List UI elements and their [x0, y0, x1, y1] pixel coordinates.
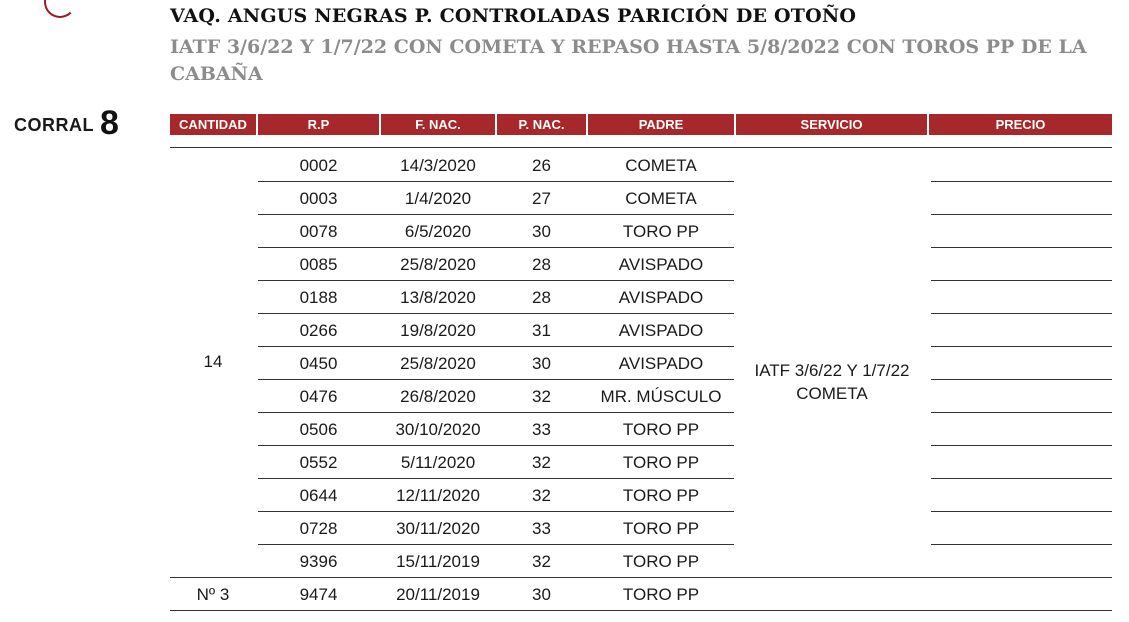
corral-number: 8 — [100, 104, 119, 142]
header-padre: PADRE — [588, 114, 734, 135]
precio-write-line — [931, 511, 1112, 512]
precio-write-line — [931, 181, 1112, 182]
cell-padre: AVISPADO — [618, 354, 704, 373]
cell-rp: 0003 — [299, 189, 338, 208]
cell-fnac: 5/11/2020 — [400, 453, 476, 472]
cell-rp: 9396 — [299, 552, 338, 571]
cell-padre: TORO PP — [622, 552, 700, 571]
cell-padre: COMETA — [625, 189, 697, 208]
cell-rp: 0476 — [299, 387, 338, 406]
header-servicio: SERVICIO — [736, 114, 927, 135]
cell-pnac: 28 — [532, 288, 551, 307]
cell-pnac: 32 — [532, 387, 551, 406]
cell-fnac: 25/8/2020 — [400, 255, 476, 274]
precio-write-line — [931, 544, 1112, 545]
cell-pnac: 31 — [532, 321, 551, 340]
precio-write-line — [931, 412, 1112, 413]
cell-pnac: 33 — [532, 420, 551, 439]
cell-pnac: 32 — [532, 486, 551, 505]
precio-write-line — [931, 478, 1112, 479]
cell-cantidad: Nº 3 — [196, 585, 230, 604]
cell-rp: 0085 — [299, 255, 338, 274]
page-title: VAQ. ANGUS NEGRAS P. CONTROLADAS PARICIÓN DE OTOÑO — [170, 5, 857, 27]
header-pnac: P. NAC. — [497, 114, 586, 135]
precio-write-line — [931, 247, 1112, 248]
cell-padre: AVISPADO — [618, 288, 704, 307]
precio-write-line — [931, 313, 1112, 314]
servicio-line2: COMETA — [796, 384, 868, 403]
cell-fnac: 14/3/2020 — [400, 156, 476, 175]
corral-label: CORRAL — [14, 115, 94, 135]
cell-fnac: 1/4/2020 — [404, 189, 472, 208]
cell-padre: TORO PP — [622, 420, 700, 439]
cell-rp: 0552 — [299, 453, 338, 472]
cell-rp: 0266 — [299, 321, 338, 340]
cell-padre: AVISPADO — [618, 321, 704, 340]
cell-fnac: 13/8/2020 — [400, 288, 476, 307]
cell-pnac: 32 — [532, 453, 551, 472]
servicio-line1: IATF 3/6/22 Y 1/7/22 — [754, 361, 910, 380]
table-top-rule — [170, 147, 1112, 148]
header-rp: R.P — [258, 114, 379, 135]
precio-write-line — [931, 445, 1112, 446]
cell-fnac: 19/8/2020 — [400, 321, 476, 340]
cell-padre: TORO PP — [622, 585, 700, 604]
precio-write-line — [931, 280, 1112, 281]
cell-fnac: 6/5/2020 — [404, 222, 472, 241]
cell-rp: 0450 — [299, 354, 338, 373]
table-bottom-rule — [170, 610, 1112, 611]
corral-label-group — [14, 104, 119, 143]
page-subtitle: IATF 3/6/22 Y 1/7/22 CON COMETA Y REPASO HASTA 5/8/2022 CON TOROS PP DE LA CABAÑA — [170, 36, 1087, 85]
cell-fnac: 30/11/2020 — [396, 519, 480, 538]
cell-fnac: 20/11/2019 — [396, 585, 480, 604]
precio-write-line — [931, 379, 1112, 380]
cell-padre: TORO PP — [622, 519, 700, 538]
cell-rp: 0188 — [299, 288, 338, 307]
cell-padre: MR. MÚSCULO — [600, 387, 722, 406]
cell-fnac: 30/10/2020 — [395, 420, 481, 439]
cell-rp: 0728 — [299, 519, 338, 538]
header-precio: PRECIO — [929, 114, 1112, 135]
cell-pnac: 32 — [532, 552, 551, 571]
cell-padre: AVISPADO — [618, 255, 704, 274]
logo-mark — [44, 0, 76, 18]
cell-pnac: 30 — [532, 585, 551, 604]
cell-rp: 0644 — [299, 486, 338, 505]
cell-pnac: 30 — [532, 354, 551, 373]
group-servicio — [736, 359, 928, 405]
cell-pnac: 27 — [532, 189, 551, 208]
cell-rp: 0506 — [299, 420, 338, 439]
cell-padre: TORO PP — [622, 222, 700, 241]
cell-pnac: 30 — [532, 222, 551, 241]
cell-fnac: 26/8/2020 — [400, 387, 476, 406]
header-fnac: F. NAC. — [381, 114, 495, 135]
cell-pnac: 28 — [532, 255, 551, 274]
cell-padre: COMETA — [625, 156, 697, 175]
cell-fnac: 25/8/2020 — [400, 354, 476, 373]
group-cantidad: 14 — [203, 352, 223, 371]
cell-pnac: 33 — [532, 519, 551, 538]
precio-write-line — [931, 346, 1112, 347]
cell-fnac: 12/11/2020 — [396, 486, 480, 505]
cell-rp: 0002 — [299, 156, 338, 175]
cell-rp: 9474 — [299, 585, 338, 604]
cell-rp: 0078 — [299, 222, 338, 241]
cell-pnac: 26 — [532, 156, 551, 175]
precio-write-line — [931, 214, 1112, 215]
cell-padre: TORO PP — [622, 486, 700, 505]
header-cantidad: CANTIDAD — [170, 114, 256, 135]
cell-padre: TORO PP — [622, 453, 700, 472]
cell-fnac: 15/11/2019 — [396, 552, 480, 571]
